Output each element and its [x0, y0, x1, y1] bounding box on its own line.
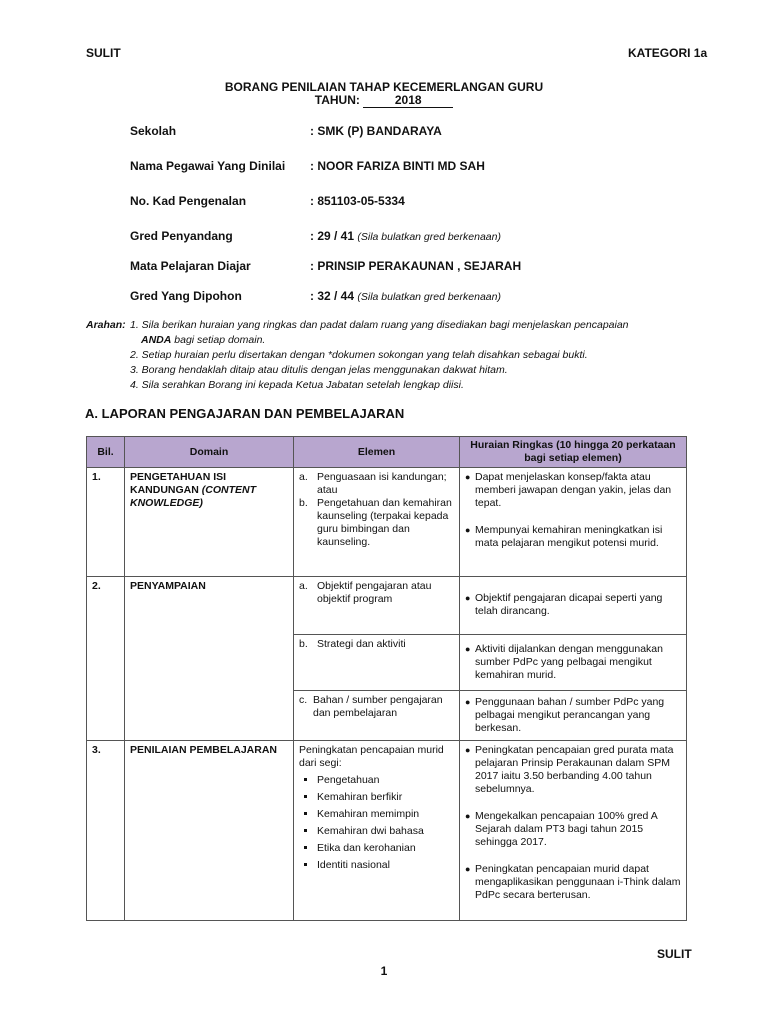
row2-elemen-b-text: Strategi dan aktiviti: [317, 638, 406, 650]
row2-bil: 2.: [87, 577, 125, 741]
row2-elemen-b: [294, 635, 460, 691]
bullet-icon: ●: [465, 864, 471, 874]
row3-huraian-1-text: Peningkatan pencapaian gred purata mata pelajaran Prinsip Perakaunan dalam SPM 2017 iaitu 3.50 berbanding 4.00 tahun sebelumnya.: [475, 744, 674, 795]
row1-huraian-2: [465, 524, 681, 550]
header-huraian: Huraian Ringkas (10 hingga 20 perkataan bagi setiap elemen): [460, 437, 687, 468]
row2-huraian-a: [460, 577, 687, 635]
row1-huraian: [460, 468, 687, 577]
arahan-line-1b-rest: bagi setiap domain.: [171, 334, 266, 346]
row1-domain-english: (CONTENT KNOWLEDGE): [130, 484, 256, 509]
gred-dipohon-value: [310, 289, 501, 303]
row2-elemen-c: [294, 691, 460, 741]
bullet-icon: ●: [465, 745, 471, 755]
row1-elemen-a-marker: a.: [299, 471, 308, 483]
row1-elemen-b-marker: b.: [299, 497, 308, 509]
sekolah-value: : SMK (P) BANDARAYA: [310, 124, 442, 138]
row3-bil: 3.: [87, 741, 125, 921]
row3-huraian-2: [465, 810, 681, 849]
list-item: ▪ Pengetahuan: [317, 772, 454, 789]
header-sulit: SULIT: [86, 46, 121, 60]
list-item: ▪ Kemahiran memimpin: [317, 806, 454, 823]
bullet-icon: ●: [465, 472, 471, 482]
row2-domain: PENYAMPAIAN: [125, 577, 294, 741]
row3-huraian-1: [465, 744, 681, 796]
mata-pelajaran-label: Mata Pelajaran Diajar: [130, 259, 251, 273]
list-item: ▪ Etika dan kerohanian: [317, 840, 454, 857]
table-header-row: [87, 437, 687, 468]
row1-elemen-b: [299, 497, 454, 549]
row2-huraian-c-text: Penggunaan bahan / sumber PdPc yang pelbagai mengikut perancangan yang berkesan.: [475, 695, 665, 734]
row3-huraian-3: [465, 863, 681, 902]
ic-value: : 851103-05-5334: [310, 194, 405, 208]
mata-pelajaran-value: : PRINSIP PERAKAUNAN , SEJARAH: [310, 259, 522, 273]
row2-elemen-a: [294, 577, 460, 635]
page-number: 1: [380, 964, 388, 978]
row2-huraian-a-text: Objektif pengajaran dicapai seperti yang telah dirancang.: [475, 592, 663, 617]
nama-value: : NOOR FARIZA BINTI MD SAH: [310, 159, 485, 173]
list-item: ▪ Identiti nasional: [317, 857, 454, 874]
row2-elemen-c-marker: c.: [299, 694, 308, 706]
year-value: 2018: [363, 93, 453, 108]
arahan-line-2: 2. Setiap huraian perlu disertakan dengan *dokumen sokongan yang telah disahkan sebagai bukti.: [130, 349, 588, 361]
header-bil: Bil.: [87, 437, 125, 468]
table-row: [87, 741, 687, 921]
header-domain: Domain: [125, 437, 294, 468]
row2-huraian-b-text: Aktiviti dijalankan dengan menggunakan sumber PdPc yang pelbagai mengikut kemahiran murid.: [475, 642, 663, 681]
ic-label: No. Kad Pengenalan: [130, 194, 247, 208]
row1-huraian-1-text: Dapat menjelaskan konsep/fakta atau memberi jawapan dengan yakin, jelas dan tepat.: [475, 471, 672, 509]
header-elemen: Elemen: [294, 437, 460, 468]
row1-domain: [125, 468, 294, 577]
row2-huraian-c: [460, 691, 687, 741]
arahan-label: Arahan:: [86, 319, 126, 331]
row3-elemen-intro: Peningkatan pencapaian murid dari segi:: [299, 744, 444, 769]
row2-huraian-b: [460, 635, 687, 691]
row3-elemen-list: [299, 772, 454, 874]
sekolah-label: Sekolah: [130, 124, 177, 138]
form-title: BORANG PENILAIAN TAHAP KECEMERLANGAN GURU: [224, 80, 544, 94]
footer-sulit: SULIT: [657, 947, 692, 961]
table-row: [87, 468, 687, 577]
row3-domain: PENILAIAN PEMBELAJARAN: [125, 741, 294, 921]
arahan-line-3: 3. Borang hendaklah ditaip atau ditulis dengan jelas menggunakan dakwat hitam.: [130, 364, 508, 376]
nama-label: Nama Pegawai Yang Dinilai: [130, 159, 286, 173]
gred-label: Gred Penyandang: [130, 229, 233, 243]
arahan-anda: ANDA: [141, 334, 172, 346]
row1-bil: 1.: [87, 468, 125, 577]
row3-elemen: [294, 741, 460, 921]
section-a-heading: A. LAPORAN PENGAJARAN DAN PEMBELAJARAN: [85, 406, 405, 421]
row3-huraian: [460, 741, 687, 921]
gred-dipohon-text: : 32 / 44: [310, 289, 355, 303]
arahan-line-1: 1. Sila berikan huraian yang ringkas dan padat dalam ruang yang disediakan bagi menjelaskan pencapaian: [130, 319, 629, 331]
row1-elemen-a-text: Penguasaan isi kandungan; atau: [317, 471, 447, 496]
form-year: [0, 93, 768, 108]
row1-elemen-b-text: Pengetahuan dan kemahiran kaunseling (terpakai kepada guru bimbingan dan kaunseling.: [317, 497, 452, 548]
gred-note: (Sila bulatkan gred berkenaan): [357, 231, 501, 243]
gred-value: [310, 229, 501, 243]
row2-elemen-b-marker: b.: [299, 638, 308, 650]
list-item: ▪ Kemahiran berfikir: [317, 789, 454, 806]
bullet-icon: ●: [465, 811, 471, 821]
row2-elemen-c-text: Bahan / sumber pengajaran dan pembelajaran: [313, 694, 443, 719]
evaluation-table: [86, 436, 687, 921]
gred-dipohon-note: (Sila bulatkan gred berkenaan): [357, 291, 501, 303]
table-row: [87, 577, 687, 635]
row2-elemen-a-text: Objektif pengajaran atau objektif program: [317, 580, 432, 605]
arahan-line-4: 4. Sila serahkan Borang ini kepada Ketua Jabatan setelah lengkap diisi.: [130, 379, 464, 391]
row1-elemen-a: [299, 471, 454, 497]
bullet-icon: ●: [465, 593, 471, 603]
year-label: TAHUN:: [314, 93, 360, 107]
row1-huraian-1: [465, 471, 681, 510]
bullet-icon: ●: [465, 525, 471, 535]
arahan-line-1b: [130, 333, 690, 348]
row1-domain-text: PENGETAHUAN ISI KANDUNGAN: [130, 471, 227, 496]
list-item: ▪ Kemahiran dwi bahasa: [317, 823, 454, 840]
row1-elemen: [294, 468, 460, 577]
bullet-icon: ●: [465, 643, 471, 654]
gred-dipohon-label: Gred Yang Dipohon: [130, 289, 242, 303]
arahan-list: [130, 318, 690, 393]
bullet-icon: ●: [465, 696, 471, 707]
gred-value-text: : 29 / 41: [310, 229, 355, 243]
row3-huraian-2-text: Mengekalkan pencapaian 100% gred A Sejarah dalam PT3 bagi tahun 2015 sehingga 2017.: [475, 810, 658, 848]
row1-huraian-2-text: Mempunyai kemahiran meningkatkan isi mata pelajaran mengikut potensi murid.: [475, 524, 663, 549]
row3-huraian-3-text: Peningkatan pencapaian murid dapat mengaplikasikan penggunaan i-Think dalam PdPc secara berterusan.: [475, 863, 681, 901]
row2-elemen-a-marker: a.: [299, 580, 308, 592]
header-kategori: KATEGORI 1a: [628, 46, 708, 60]
